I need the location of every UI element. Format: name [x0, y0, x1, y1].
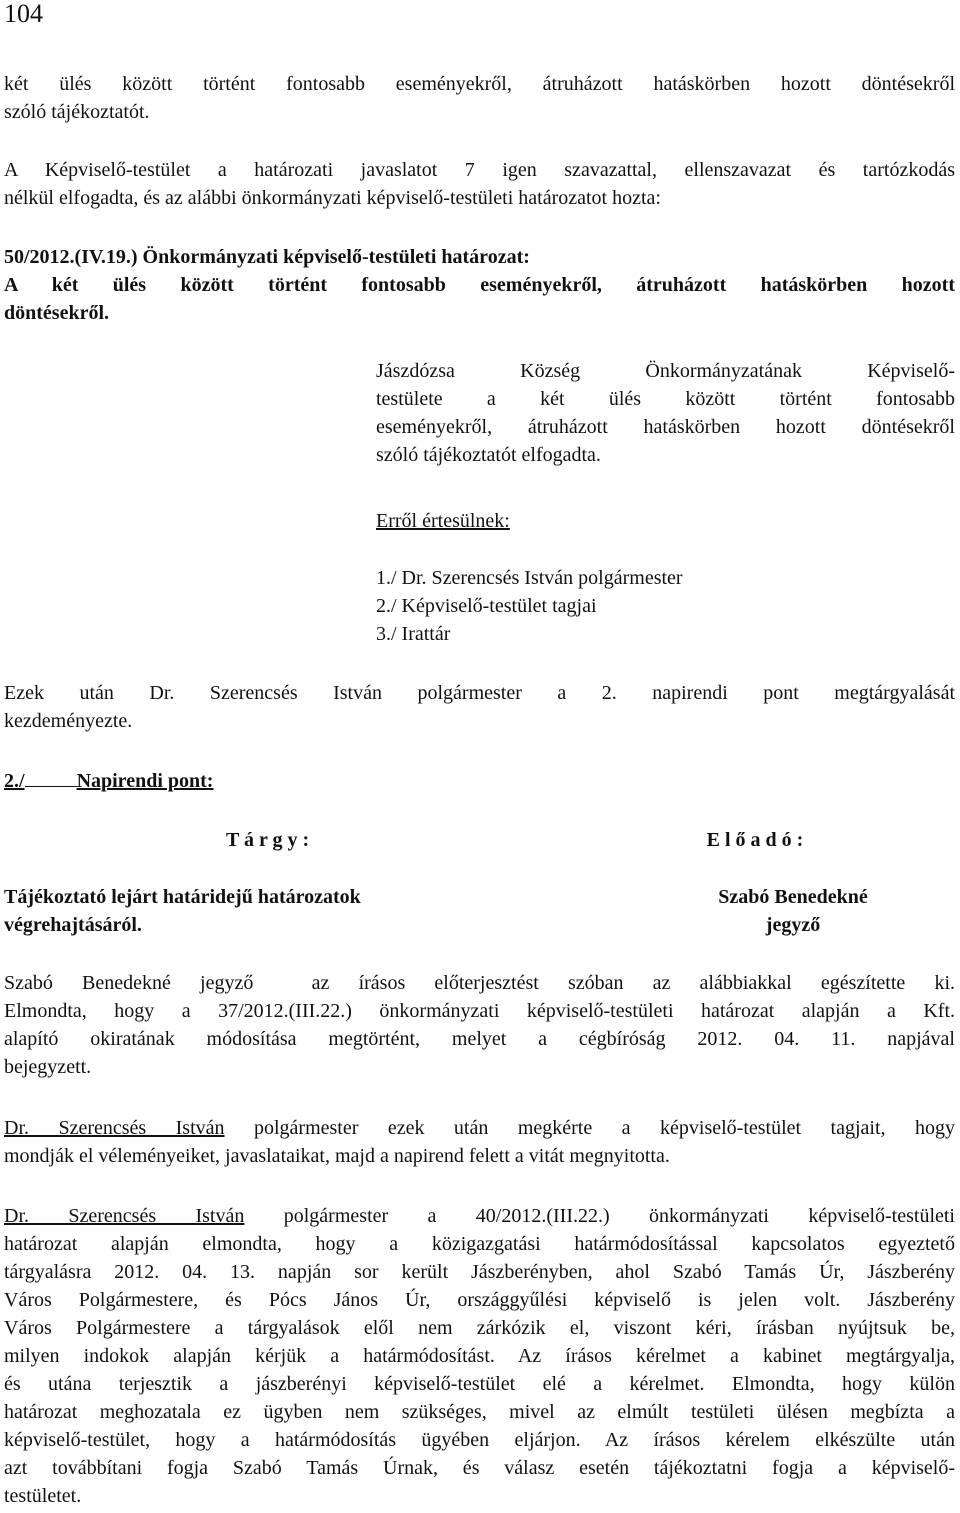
transition-paragraph [4, 679, 955, 735]
notify-label: Erről értesülnek: [376, 510, 510, 532]
text-line: végrehajtásáról. [4, 914, 142, 936]
text-line: Jászdózsa Község Önkormányzatának Képviselő- [376, 360, 955, 382]
text-line: testületet. [4, 1485, 82, 1507]
text-line: testülete a két ülés között történt fontosabb [376, 388, 955, 410]
text-line: szóló tájékoztatót. [4, 101, 150, 123]
text-line: Város Polgármestere, és Pócs János Úr, országgyűlési képviselő is jelen volt. Jászberény [4, 1289, 955, 1311]
subject-header: T á r g y : [226, 829, 310, 851]
text-line: Város Polgármestere a tárgyalások elől nem zárkózik el, viszont kéri, írásban nyújtsuk be, [4, 1317, 955, 1339]
resolution-subject: döntésekről. [4, 302, 109, 324]
agenda-presenter [598, 883, 960, 939]
speaker-name: Dr. Szerencsés István [4, 1205, 245, 1227]
paragraph-2 [4, 1114, 955, 1170]
text-line: Tájékoztató lejárt határidejű határozatok [4, 886, 361, 908]
text-line: szóló tájékoztatót elfogadta. [376, 444, 601, 466]
intro-paragraph [4, 70, 955, 126]
text-line: nélkül elfogadta, és az alábbi önkormányzati képviselő-testületi határozatot hozta: [4, 187, 661, 209]
text-line: tárgyalásra 2012. 04. 13. napján sor került Jászberényben, ahol Szabó Tamás Úr, Jászberény [4, 1261, 955, 1283]
underline-gap [25, 766, 77, 787]
agenda-label: Napirendi pont: [76, 770, 214, 792]
text-line: két ülés között történt fontosabb eseményekről, átruházott hatáskörben hozott döntésekről [4, 73, 955, 95]
resolution-title [4, 243, 955, 327]
presenter-header: E l ő a d ó : [706, 829, 804, 851]
text-line: határozat meghozatala ez ügyben nem szükséges, mivel az elmúlt testületi ülésen megbízta a [4, 1401, 955, 1423]
text-line: Elmondta, hogy a 37/2012.(III.22.) önkormányzati képviselő-testületi határozat alapján a Kft. [4, 1000, 955, 1022]
vote-paragraph [4, 156, 955, 212]
recipient-list [376, 564, 955, 648]
text-line: határozat alapján elmondta, hogy a közigazgatási határmódosítással kapcsolatos egyeztető [4, 1233, 955, 1255]
text-line: alapító okiratának módosítása megtörtént, melyet a cégbíróság 2012. 04. 11. napjával [4, 1028, 955, 1050]
presenter-title: jegyző [765, 914, 821, 936]
text-line: Szabó Benedekné jegyző az írásos előterjesztést szóban az alábbiakkal egészítette ki. [4, 972, 955, 994]
text-line: A Képviselő-testület a határozati javaslatot 7 igen szavazattal, ellenszavazat és tartózkodás [4, 159, 955, 181]
resolution-number: 50/2012.(IV.19.) Önkormányzati képviselő-testületi határozat: [4, 246, 530, 268]
speaker-name: Dr. Szerencsés István [4, 1117, 225, 1139]
text-line: milyen indokok alapján kérjük a határmódosítást. Az írásos kérelmet a kabinet megtárgyalja, [4, 1345, 955, 1367]
agenda-subject [4, 883, 474, 939]
agenda-number: 2./ [4, 770, 25, 792]
page-number: 104 [4, 0, 43, 28]
recipient-item: 1./ Dr. Szerencsés István polgármester [376, 567, 683, 589]
text-line: Dr. Szerencsés István polgármester a 40/2012.(III.22.) önkormányzati képviselő-testületi [4, 1205, 955, 1227]
text-line: Ezek után Dr. Szerencsés István polgármester a 2. napirendi pont megtárgyalását [4, 682, 955, 704]
recipient-item: 3./ Irattár [376, 623, 451, 645]
text-line: kezdeményezte. [4, 710, 133, 732]
text-line: mondják el véleményeiket, javaslataikat, majd a napirend felett a vitát megnyitotta. [4, 1145, 670, 1167]
paragraph-3 [4, 1202, 955, 1510]
text-line: bejegyzett. [4, 1056, 92, 1078]
text-line: Dr. Szerencsés István polgármester ezek után megkérte a képviselő-testület tagjait, hogy [4, 1117, 955, 1139]
presenter-name: Szabó Benedekné [718, 886, 868, 908]
text-line: és utána terjesztik a jászberényi képviselő-testület elé a kérelmet. Elmondta, hogy külön [4, 1373, 955, 1395]
text-line: azt továbbítani fogja Szabó Tamás Úrnak, és válasz esetén tájékoztatni fogja a képviselő- [4, 1457, 955, 1479]
text-line: képviselő-testület, hogy a határmódosítás ügyében eljárjon. Az írásos kérelem elkészülte után [4, 1429, 955, 1451]
resolution-body [376, 357, 955, 469]
agenda-heading [4, 766, 955, 795]
resolution-subject: A két ülés között történt fontosabb eseményekről, átruházott hatáskörben hozott [4, 274, 955, 296]
paragraph-1 [4, 969, 955, 1081]
recipient-item: 2./ Képviselő-testület tagjai [376, 595, 597, 617]
text-line: eseményekről, átruházott hatáskörben hozott döntésekről [376, 416, 955, 438]
